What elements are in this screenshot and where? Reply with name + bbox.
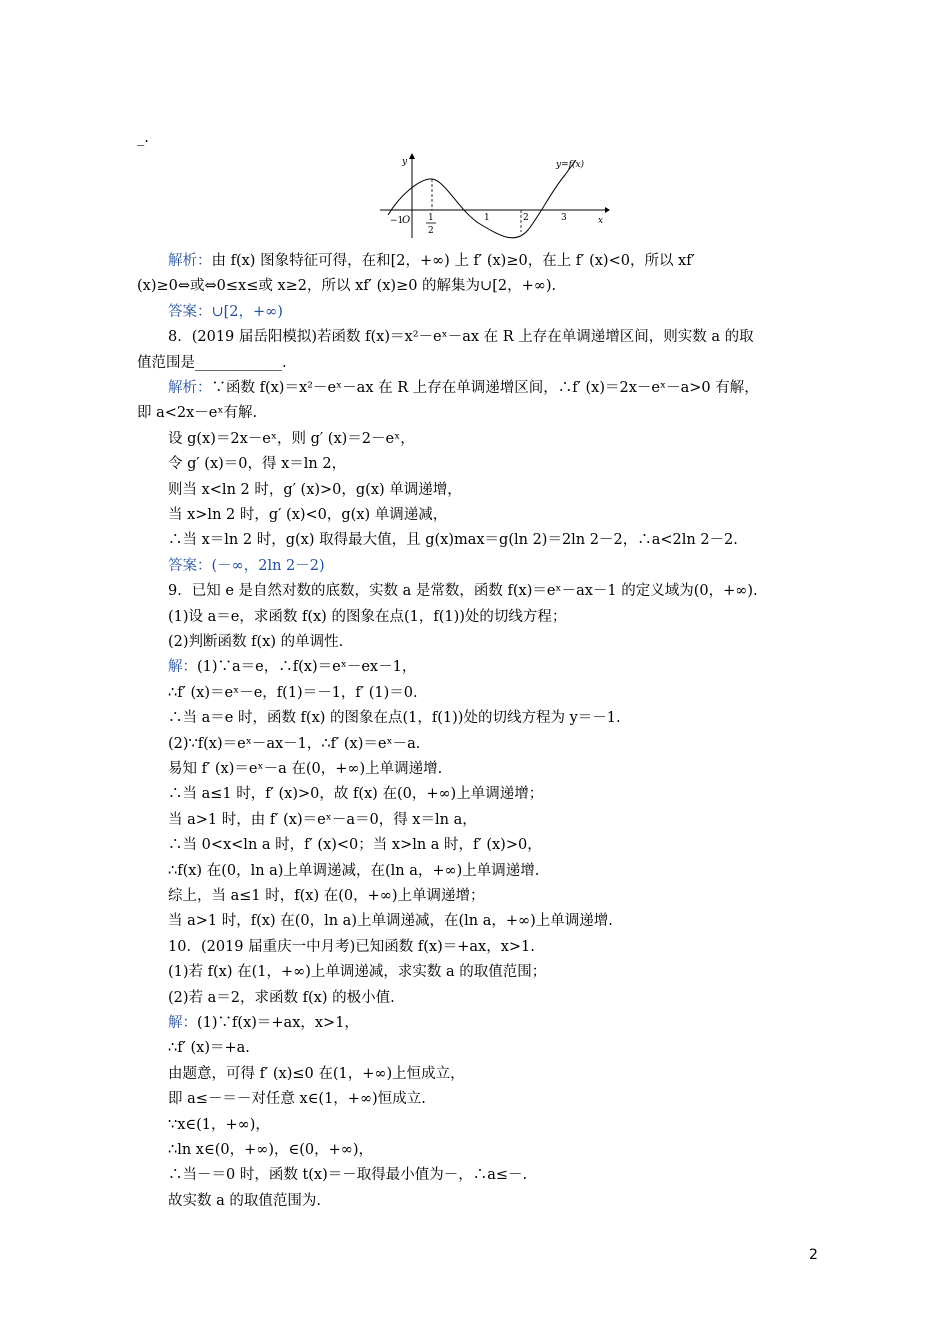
text-line <box>168 708 621 728</box>
text-line <box>168 480 462 500</box>
answer-label: 解： <box>168 1015 197 1031</box>
line-text: 当 a>1 时，由 f′ (x)＝eˣ－a＝0，得 x＝ln a， <box>168 811 477 828</box>
line-text: 即 a≤－＝－对任意 x∈(1，+∞)恒成立. <box>168 1091 426 1108</box>
line-text: ∴f(x) 在(0，ln a)上单调递减，在(ln a，+∞)上单调递增. <box>168 862 540 879</box>
text-line <box>168 759 442 779</box>
function-graph <box>380 150 610 240</box>
line-text: 由题意，可得 f′ (x)≤0 在(1，+∞)上恒成立， <box>168 1065 465 1082</box>
origin-label: O <box>402 215 411 226</box>
line-text: (1)设 a＝e，求函数 f(x) 的图象在点(1，f(1))处的切线方程； <box>168 608 567 625</box>
text-line <box>168 886 484 906</box>
answer-label: 答案： <box>168 303 212 320</box>
line-text: (2)∵f(x)＝eˣ－ax－1，∴f′ (x)＝eˣ－a. <box>168 735 421 752</box>
text-line <box>137 353 287 373</box>
text-line <box>168 302 283 322</box>
line-text: (x)≥0⇔或⇔0≤x≤或 x≥2，所以 xf′ (x)≥0 的解集为∪[2，+∞). <box>137 278 557 295</box>
line-text: 设 g(x)＝2x－eˣ，则 g′ (x)＝2－eˣ， <box>168 430 415 447</box>
line-text: ∴当 a＝e 时，函数 f(x) 的图象在点(1，f(1))处的切线方程为 y＝－1. <box>168 710 621 727</box>
answer-label: 解析： <box>168 380 212 396</box>
text-line <box>168 378 759 398</box>
line-text: 则当 x<ln 2 时，g′ (x)>0，g(x) 单调递增， <box>168 481 462 498</box>
line-text: (－∞，2ln 2－2) <box>211 557 325 574</box>
text-line <box>168 988 395 1008</box>
line-text: 由 f(x) 图象特征可得，在和[2，+∞) 上 f′ (x)≥0，在上 f′ (x)<0，所以 xf′ <box>211 253 695 269</box>
page-number: 2 <box>809 1247 818 1263</box>
text-line <box>168 429 415 449</box>
answer-label: 解： <box>168 659 197 676</box>
line-text: 综上，当 a≤1 时，f(x) 在(0，+∞)上单调递增； <box>168 888 485 904</box>
answer-label: 答案： <box>168 557 212 574</box>
text-line <box>168 810 477 830</box>
line-text: ∴当 0<x<ln a 时，f′ (x)<0；当 x>ln a 时，f′ (x)>0， <box>168 837 542 854</box>
line-text: 当 x>ln 2 时，g′ (x)<0，g(x) 单调递减， <box>168 507 448 523</box>
line-text: (1)若 f(x) 在(1，+∞)上单调递减，求实数 a 的取值范围； <box>168 964 547 981</box>
text-line <box>168 962 546 982</box>
x-axis-arrow <box>605 207 610 213</box>
text-line <box>168 556 325 576</box>
text-line <box>168 784 543 804</box>
line-text: (1)∵a＝e，∴f(x)＝eˣ－ex－1， <box>197 659 417 676</box>
text-line <box>137 403 257 423</box>
text-line <box>168 911 613 931</box>
answer-label: 解析： <box>168 253 212 269</box>
text-line <box>168 327 754 347</box>
line-text: 易知 f′ (x)＝eˣ－a 在(0，+∞)上单调递增. <box>168 761 443 777</box>
line-text: (2)判断函数 f(x) 的单调性. <box>168 634 344 650</box>
line-text: 令 g′ (x)＝0，得 x＝ln 2， <box>168 456 347 473</box>
tick-label-1: 1 <box>484 213 490 223</box>
line-text: (2)若 a＝2，求函数 f(x) 的极小值. <box>168 989 395 1006</box>
line-text: 8．(2019 届岳阳模拟)若函数 f(x)＝x²－eˣ－ax 在 R 上存在单调递增区间，则实数 a 的取 <box>168 329 754 346</box>
function-curve <box>388 160 576 238</box>
line-text: ∴f′ (x)＝+a. <box>168 1040 250 1057</box>
text-line <box>168 1191 321 1211</box>
line-text: 当 a>1 时，f(x) 在(0，ln a)上单调递减，在(ln a，+∞)上单调递增. <box>168 913 613 930</box>
tick-label-2: 2 <box>523 213 529 223</box>
tick-label-3: 3 <box>561 213 567 223</box>
text-line <box>168 251 695 271</box>
y-axis-arrow <box>409 153 415 159</box>
text-line <box>168 632 343 652</box>
text-line <box>137 276 556 296</box>
line-text: 即 a<2x－eˣ有解. <box>137 405 258 422</box>
text-line <box>168 1064 465 1084</box>
text-line <box>168 683 418 703</box>
tick-label-half-num: 1 <box>428 213 434 223</box>
line-text: ∴f′ (x)＝eˣ－e，f(1)＝－1，f′ (1)＝0. <box>168 684 418 701</box>
text-line <box>168 1089 426 1109</box>
line-text: ∴当 a≤1 时，f′ (x)>0，故 f(x) 在(0，+∞)上单调递增； <box>168 786 544 803</box>
text-line <box>168 607 566 627</box>
curve-label: y=f(x) <box>556 160 585 170</box>
text-line <box>168 835 542 855</box>
text-line <box>168 734 420 754</box>
line-text: ∴ln x∈(0，+∞)，∈(0，+∞)， <box>168 1142 373 1158</box>
line-text: ∴当－＝0 时，函数 t(x)＝－取得最小值为－，∴a≤－. <box>168 1167 528 1184</box>
line-text: ∴当 x＝ln 2 时，g(x) 取得最大值，且 g(x)max＝g(ln 2)＝2ln 2－2，∴a<2ln 2－2. <box>168 532 738 549</box>
text-line <box>168 581 758 601</box>
line-text: 10．(2019 届重庆一中月考)已知函数 f(x)＝+ax，x>1. <box>168 938 535 955</box>
line-text: ∵函数 f(x)＝x²－eˣ－ax 在 R 上存在单调递增区间，∴f′ (x)＝2x－eˣ－a>0 有解， <box>211 380 759 396</box>
line-text: 值范围是____________. <box>137 354 287 371</box>
line-text: ∪[2，+∞) <box>211 303 283 320</box>
y-axis-label: y <box>402 157 408 167</box>
text-line <box>168 1013 359 1033</box>
line-text: 9．已知 e 是自然对数的底数，实数 a 是常数，函数 f(x)＝eˣ－ax－1 的定义域为(0，+∞). <box>168 583 758 600</box>
line-text: 故实数 a 的取值范围为. <box>168 1192 321 1209</box>
text-line <box>168 861 539 881</box>
text-line <box>168 657 416 677</box>
x-axis-label: x <box>598 216 604 226</box>
tick-label-neg1: −1 <box>390 216 404 226</box>
text-line <box>168 530 738 550</box>
text-line <box>168 1165 527 1185</box>
text-line <box>168 505 447 525</box>
text-line <box>168 1038 250 1058</box>
top-mark: _. <box>137 130 149 146</box>
text-line <box>168 1115 270 1135</box>
line-text: (1)∵f(x)＝+ax，x>1， <box>197 1015 359 1031</box>
tick-label-half-den: 2 <box>428 226 434 236</box>
text-line <box>168 1140 373 1160</box>
text-line <box>168 454 346 474</box>
text-line <box>168 937 535 957</box>
line-text: ∵x∈(1，+∞)， <box>168 1116 270 1133</box>
